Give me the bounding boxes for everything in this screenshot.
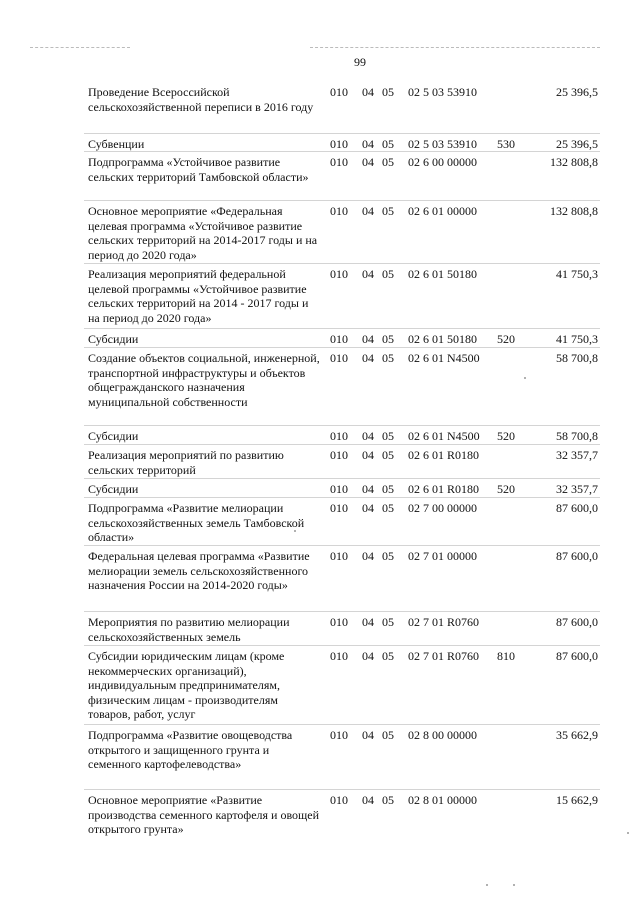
row-rz: 04 [362, 649, 374, 663]
row-vr: 520 [497, 429, 515, 443]
row-name: Подпрограмма «Устойчивое развитие сельских территорий Тамбовской области» [88, 155, 309, 184]
row-rz: 04 [362, 793, 374, 807]
row-cs: 02 6 01 N4500 [408, 429, 480, 443]
row-sum: 32 357,7 [556, 448, 598, 462]
row-pr: 05 [382, 549, 394, 563]
row-rz: 04 [362, 728, 374, 742]
row-name: Федеральная целевая программа «Развитие мелиорации земель сельскохозяйственного назначения России на 2014-2020 годы» [88, 549, 310, 593]
row-name: Основное мероприятие «Федеральная целевая программа «Устойчивое развитие сельских территорий на 2014-2017 годы и на период до 2020 года» [88, 204, 318, 262]
row-rz: 04 [362, 267, 374, 281]
row-gr: 010 [330, 649, 348, 663]
row-sum: 58 700,8 [556, 429, 598, 443]
row-rz: 04 [362, 615, 374, 629]
row-cs: 02 6 01 00000 [408, 204, 477, 218]
scan-artifact-dashes-right [310, 47, 600, 49]
row-pr: 05 [382, 204, 394, 218]
row-rz: 04 [362, 429, 374, 443]
row-pr: 05 [382, 649, 394, 663]
row-name: Субсидии юридическим лицам (кроме некоммерческих организаций), индивидуальным предпринимателям, физическим лицам - производителям товаров, работ, услуг [88, 649, 285, 722]
page-number: 99 [354, 55, 366, 69]
scan-artifact-dot [627, 832, 629, 834]
row-gr: 010 [330, 615, 348, 629]
row-rz: 04 [362, 332, 374, 346]
scan-artifact-dashes-left [30, 47, 130, 49]
row-gr: 010 [330, 351, 348, 365]
row-gr: 010 [330, 448, 348, 462]
row-gr: 010 [330, 549, 348, 563]
row-gr: 010 [330, 155, 348, 169]
row-gr: 010 [330, 137, 348, 151]
row-rz: 04 [362, 85, 374, 99]
row-pr: 05 [382, 351, 394, 365]
row-name: Основное мероприятие «Развитие производства семенного картофеля и овощей открытого грунта» [88, 793, 320, 837]
row-gr: 010 [330, 429, 348, 443]
row-cs: 02 6 00 00000 [408, 155, 477, 169]
row-cs: 02 8 01 00000 [408, 793, 477, 807]
row-sum: 41 750,3 [556, 332, 598, 346]
row-pr: 05 [382, 728, 394, 742]
row-gr: 010 [330, 332, 348, 346]
row-pr: 05 [382, 615, 394, 629]
row-rz: 04 [362, 482, 374, 496]
row-name: Реализация мероприятий по развитию сельских территорий [88, 448, 284, 477]
row-sum: 25 396,5 [556, 85, 598, 99]
row-gr: 010 [330, 204, 348, 218]
row-cs: 02 6 01 R0180 [408, 482, 480, 496]
row-rz: 04 [362, 204, 374, 218]
row-sum: 15 662,9 [556, 793, 598, 807]
row-pr: 05 [382, 332, 394, 346]
row-sum: 32 357,7 [556, 482, 598, 496]
row-pr: 05 [382, 137, 394, 151]
row-pr: 05 [382, 793, 394, 807]
row-sum: 87 600,0 [556, 649, 598, 663]
row-cs: 02 5 03 53910 [408, 85, 477, 99]
scan-artifact-dot [486, 884, 488, 886]
row-sum: 25 396,5 [556, 137, 598, 151]
row-sum: 87 600,0 [556, 549, 598, 563]
row-name: Субсидии [88, 332, 139, 346]
row-rz: 04 [362, 501, 374, 515]
row-pr: 05 [382, 448, 394, 462]
row-cs: 02 5 03 53910 [408, 137, 477, 151]
scan-artifact-dot [524, 377, 526, 379]
row-pr: 05 [382, 85, 394, 99]
row-cs: 02 6 01 50180 [408, 332, 477, 346]
row-gr: 010 [330, 85, 348, 99]
row-sum: 58 700,8 [556, 351, 598, 365]
row-rz: 04 [362, 448, 374, 462]
row-cs: 02 8 00 00000 [408, 728, 477, 742]
row-gr: 010 [330, 482, 348, 496]
row-pr: 05 [382, 482, 394, 496]
row-name: Субсидии [88, 482, 139, 496]
row-gr: 010 [330, 501, 348, 515]
row-sum: 87 600,0 [556, 501, 598, 515]
row-vr: 530 [497, 137, 515, 151]
row-pr: 05 [382, 267, 394, 281]
row-sum: 87 600,0 [556, 615, 598, 629]
row-cs: 02 7 01 R0760 [408, 615, 480, 629]
row-sum: 132 808,8 [550, 155, 598, 169]
row-rz: 04 [362, 137, 374, 151]
row-gr: 010 [330, 267, 348, 281]
row-name: Подпрограмма «Развитие овощеводства открытого и защищенного грунта и семенного картофелеводства» [88, 728, 293, 772]
row-rz: 04 [362, 351, 374, 365]
row-name: Субвенции [88, 137, 145, 151]
row-sum: 132 808,8 [550, 204, 598, 218]
row-name: Мероприятия по развитию мелиорации сельскохозяйственных земель [88, 615, 290, 644]
row-cs: 02 6 01 R0180 [408, 448, 480, 462]
row-name: Реализация мероприятий федеральной целевой программы «Устойчивое развитие сельских территорий на 2014 - 2017 годы и на период до 2020 года» [88, 267, 309, 325]
row-cs: 02 7 01 R0760 [408, 649, 480, 663]
row-vr: 520 [497, 332, 515, 346]
row-rz: 04 [362, 155, 374, 169]
row-sum: 35 662,9 [556, 728, 598, 742]
scan-artifact-dot [294, 530, 296, 532]
row-pr: 05 [382, 429, 394, 443]
row-name: Создание объектов социальной, инженерной, транспортной инфраструктуры и объектов общегражданского назначения муниципальной собственности [88, 351, 320, 409]
row-cs: 02 7 00 00000 [408, 501, 477, 515]
row-pr: 05 [382, 155, 394, 169]
row-rz: 04 [362, 549, 374, 563]
row-sum: 41 750,3 [556, 267, 598, 281]
row-vr: 520 [497, 482, 515, 496]
row-vr: 810 [497, 649, 515, 663]
row-gr: 010 [330, 728, 348, 742]
scan-artifact-dot [513, 884, 515, 886]
row-cs: 02 6 01 N4500 [408, 351, 480, 365]
row-name: Субсидии [88, 429, 139, 443]
row-cs: 02 6 01 50180 [408, 267, 477, 281]
row-name: Подпрограмма «Развитие мелиорации сельскохозяйственных земель Тамбовской области» [88, 501, 305, 545]
row-cs: 02 7 01 00000 [408, 549, 477, 563]
row-gr: 010 [330, 793, 348, 807]
row-name: Проведение Всероссийской сельскохозяйственной переписи в 2016 году [88, 85, 314, 114]
row-pr: 05 [382, 501, 394, 515]
